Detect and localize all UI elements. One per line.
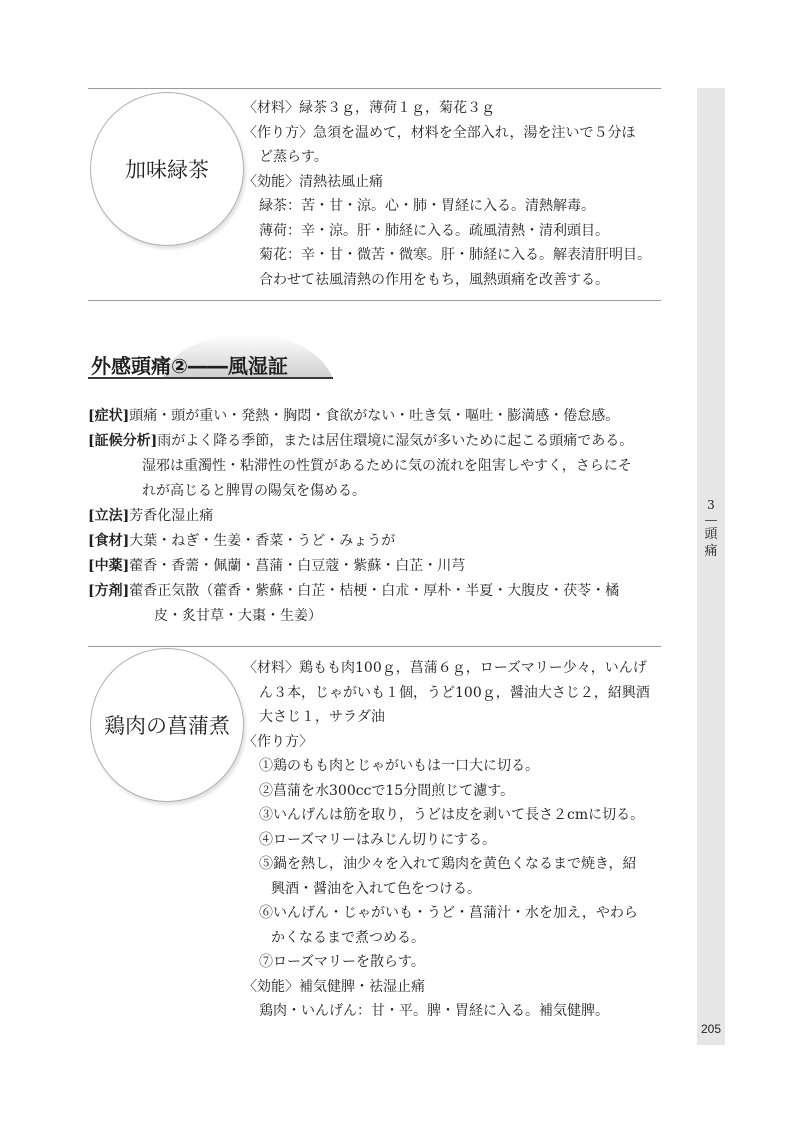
recipe-line: 〈効能〉清熱祛風止痛 [243,173,383,190]
detail-row [88,554,668,579]
recipe-step: ⑤鍋を熱し，油少々を入れて鶏肉を黄色くなるまで焼き，紹 [259,856,637,872]
recipe-title: 鶏肉の菖蒲煮 [104,714,230,738]
detail-tag: [中薬] [88,558,130,574]
detail-tag: [食材] [88,533,130,549]
detail-row [88,504,668,529]
detail-text: 藿香・香薷・佩蘭・菖蒲・白豆蔻・紫蘇・白芷・川芎 [129,558,466,574]
detail-text: 藿香正気散（藿香・紫蘇・白芷・桔梗・白朮・厚朴・半夏・大腹皮・茯苓・橘 [129,583,620,599]
recipe-line: 〈材料〉緑茶３ｇ，薄荷１ｇ，菊花３ｇ [243,100,495,116]
recipe-step: ②菖蒲を水300ccで15分間煎じて濾す。 [259,782,515,799]
chapter-title-char: 頭 [704,527,718,542]
chapter-title-char: 痛 [704,544,718,559]
detail-text: 雨がよく降る季節，または居住環境に湿気が多いために起こる頭痛である。 [157,433,634,449]
detail-tag: [症状] [88,408,130,424]
recipe-line: 大さじ１，サラダ油 [259,709,385,725]
recipe-step: ①鶏のもも肉とじゃがいもは一口大に切る。 [259,758,539,774]
detail-row [88,579,668,604]
recipe-step: ⑦ローズマリーを散らす。 [259,954,425,970]
section-details [88,404,668,629]
detail-text: 芳香化湿止痛 [129,508,214,524]
recipe-line: 〈効能〉補気健脾・祛湿止痛 [243,978,425,995]
recipe-line: ん３本，じゃがいも１個，うど100ｇ，醤油大さじ２，紹興酒 [259,684,650,701]
detail-text: 頭痛・頭が重い・発熱・胸悶・食欲がない・吐き気・嘔吐・膨満感・倦怠感。 [129,408,620,424]
recipe-title-circle [90,648,244,802]
chapter-number: 3 [707,498,715,512]
recipe-line: 鶏肉・いんげん：甘・平。脾・胃経に入る。補気健脾。 [259,1003,609,1019]
recipe-line: 〈作り方〉急須を温めて，材料を全部入れ，湯を注いで５分ほ [243,124,636,141]
divider-top [88,88,661,89]
recipe-step: ③いんげんは筋を取り，うどは皮を剥いて長さ２cmに切る。 [259,807,645,823]
divider [88,646,661,647]
chapter-title [697,526,725,560]
recipe-line: 〈材料〉鶏もも肉100ｇ，菖蒲６ｇ，ローズマリー少々，いんげ [243,660,647,676]
recipe-title-circle [90,92,244,246]
recipe-body [243,96,651,292]
divider [88,300,661,301]
recipe-line: 菊花：辛・甘・微苦・微寒。肝・肺経に入る。解表清肝明目。 [259,247,651,263]
recipe-line: 薄荷：辛・涼。肝・肺経に入る。疏風清熱・清利頭目。 [259,222,609,239]
recipe-step: かくなるまで煮つめる。 [271,929,425,946]
detail-tag: [立法] [88,508,130,524]
section-title: 外感頭痛②――風湿証 [91,354,288,378]
recipe-line: 〈作り方〉 [243,733,313,750]
detail-continuation: れが高じると脾胃の陽気を傷める。 [142,483,366,499]
chapter-tab-strip [697,88,725,1045]
recipe-step: ⑥いんげん・じゃがいも・うど・菖蒲汁・水を加え，やわら [259,905,638,921]
detail-text: 大葉・ねぎ・生姜・香菜・うど・みょうが [129,533,396,549]
recipe-title: 加味緑茶 [125,158,209,182]
recipe-body [243,656,650,1024]
detail-continuation: 湿邪は重濁性・粘滞性の性質があるために気の流れを阻害しやすく，さらにそ [142,458,632,474]
section-heading [88,332,348,382]
detail-row [88,429,668,454]
detail-tag: [方剤] [88,583,130,599]
recipe-step: ④ローズマリーはみじん切りにする。 [259,831,497,848]
recipe-step: 興酒・醤油を入れて色をつける。 [271,880,481,897]
detail-tag: [証候分析] [88,433,158,449]
recipe-line: 合わせて祛風清熱の作用をもち，風熱頭痛を改善する。 [259,271,609,288]
detail-row [88,529,668,554]
chapter-divider [705,520,717,521]
recipe-line: 緑茶：苦・甘・涼。心・肺・胃経に入る。清熱解毒。 [259,198,595,214]
detail-row [88,404,668,429]
page-number: 205 [700,1022,722,1036]
recipe-line: ど蒸らす。 [259,149,328,165]
detail-continuation: 皮・炙甘草・大棗・生姜） [154,608,322,624]
